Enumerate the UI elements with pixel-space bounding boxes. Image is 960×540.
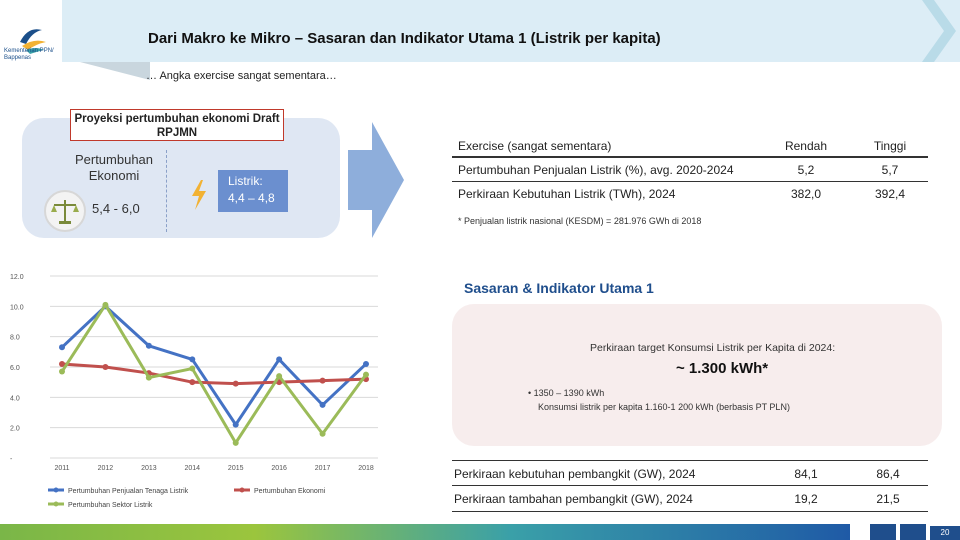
data-point [233,440,239,446]
y-tick-label: 2.0 [10,425,20,433]
data-point [320,431,326,437]
table-row [452,460,928,486]
logo-text: Kementerian PPN/ Bappenas [4,48,54,61]
data-point [189,379,195,385]
data-point [102,364,108,370]
data-point [146,343,152,349]
exercise-table [452,134,928,206]
header-cell: Tinggi [873,139,907,153]
table-cell: Perkiraan Kebutuhan Listrik (TWh), 2024 [458,187,676,201]
header-cell: Exercise (sangat sementara) [458,139,612,153]
table-cell: 21,5 [876,492,900,506]
arrow-right-icon [348,122,404,238]
table-cell: 392,4 [874,187,906,201]
data-point [320,402,326,408]
chevron-right-icon [920,0,960,62]
legend-marker [240,488,245,493]
listrik-box [218,170,288,212]
y-tick-label: 4.0 [10,395,20,403]
footer-square [870,524,896,540]
table-cell: 5,7 [881,163,899,177]
data-point [189,356,195,362]
page-title: Dari Makro ke Mikro – Sasaran dan Indikator Utama 1 (Listrik per kapita) [148,30,661,47]
footer-bar [0,524,850,540]
x-tick-label: 2015 [227,465,244,472]
data-point [233,422,239,428]
legend-label: Pertumbuhan Sektor Listrik [68,502,153,509]
y-tick-label: 12.0 [10,274,24,281]
header-wedge [80,62,150,80]
growth-label: Pertumbuhan Ekonomi [74,152,154,183]
scale-icon [44,190,86,232]
exercise-note: * Penjualan listrik nasional (KESDM) = 281.976 GWh di 2018 [458,216,702,226]
generation-table [452,460,928,512]
x-tick-label: 2017 [314,465,331,472]
data-point [189,366,195,372]
target-bullet: Konsumsi listrik per kapita 1.160-1 200 kWh (berbasis PT PLN) [538,402,790,412]
table-row [452,486,928,512]
footer-square [900,524,926,540]
table-cell: 84,1 [794,467,818,481]
table-row [452,182,928,206]
growth-value: 5,4 - 6,0 [92,201,140,216]
lightning-icon [190,180,208,210]
data-point [363,361,369,367]
table-cell: 19,2 [794,492,818,506]
y-tick-label: 10.0 [10,304,24,312]
legend-label: Pertumbuhan Ekonomi [254,488,326,495]
data-point [59,369,65,375]
data-point [276,356,282,362]
target-bullet: • 1350 – 1390 kWh [528,388,605,398]
target-value: ~ 1.300 kWh* [676,360,769,377]
x-tick-label: 2012 [97,465,114,472]
table-cell: Pertumbuhan Penjualan Listrik (%), avg. 2020-2024 [458,163,734,177]
table-row [452,158,928,182]
data-point [320,378,326,384]
legend-marker [54,502,59,507]
target-text: Perkiraan target Konsumsi Listrik per Kapita di 2024: [590,342,836,354]
table-header [452,134,928,158]
projection-title: Proyeksi pertumbuhan ekonomi Draft RPJMN [70,109,284,141]
legend-label: Pertumbuhan Penjualan Tenaga Listrik [68,488,189,495]
sasaran-title: Sasaran & Indikator Utama 1 [464,280,654,296]
x-tick-label: 2016 [271,465,287,472]
divider [166,150,167,232]
y-tick-label: 6.0 [10,365,20,372]
data-point [363,372,369,378]
growth-line-chart [8,262,400,522]
data-point [146,375,152,381]
data-point [276,373,282,379]
x-tick-label: 2018 [358,465,374,472]
table-cell: 382,0 [790,187,822,201]
table-cell: 5,2 [797,163,815,177]
x-tick-label: 2011 [54,465,70,472]
listrik-label: Listrik: [228,174,263,188]
table-cell: Perkiraan tambahan pembangkit (GW), 2024 [454,492,693,506]
legend-marker [54,488,59,493]
page-number: 20 [930,526,960,540]
y-tick-label: - [10,456,13,463]
table-cell: 86,4 [876,467,900,481]
data-point [102,302,108,308]
data-point [59,344,65,350]
page-subtitle: … Angka exercise sangat sementara… [146,70,337,82]
table-cell: Perkiraan kebutuhan pembangkit (GW), 2024 [454,467,696,481]
listrik-value: 4,4 – 4,8 [228,191,275,205]
series-line [62,305,366,443]
header-cell: Rendah [784,139,828,153]
y-tick-label: 8.0 [10,334,20,342]
x-tick-label: 2014 [184,465,201,472]
x-tick-label: 2013 [141,465,157,472]
data-point [233,381,239,387]
